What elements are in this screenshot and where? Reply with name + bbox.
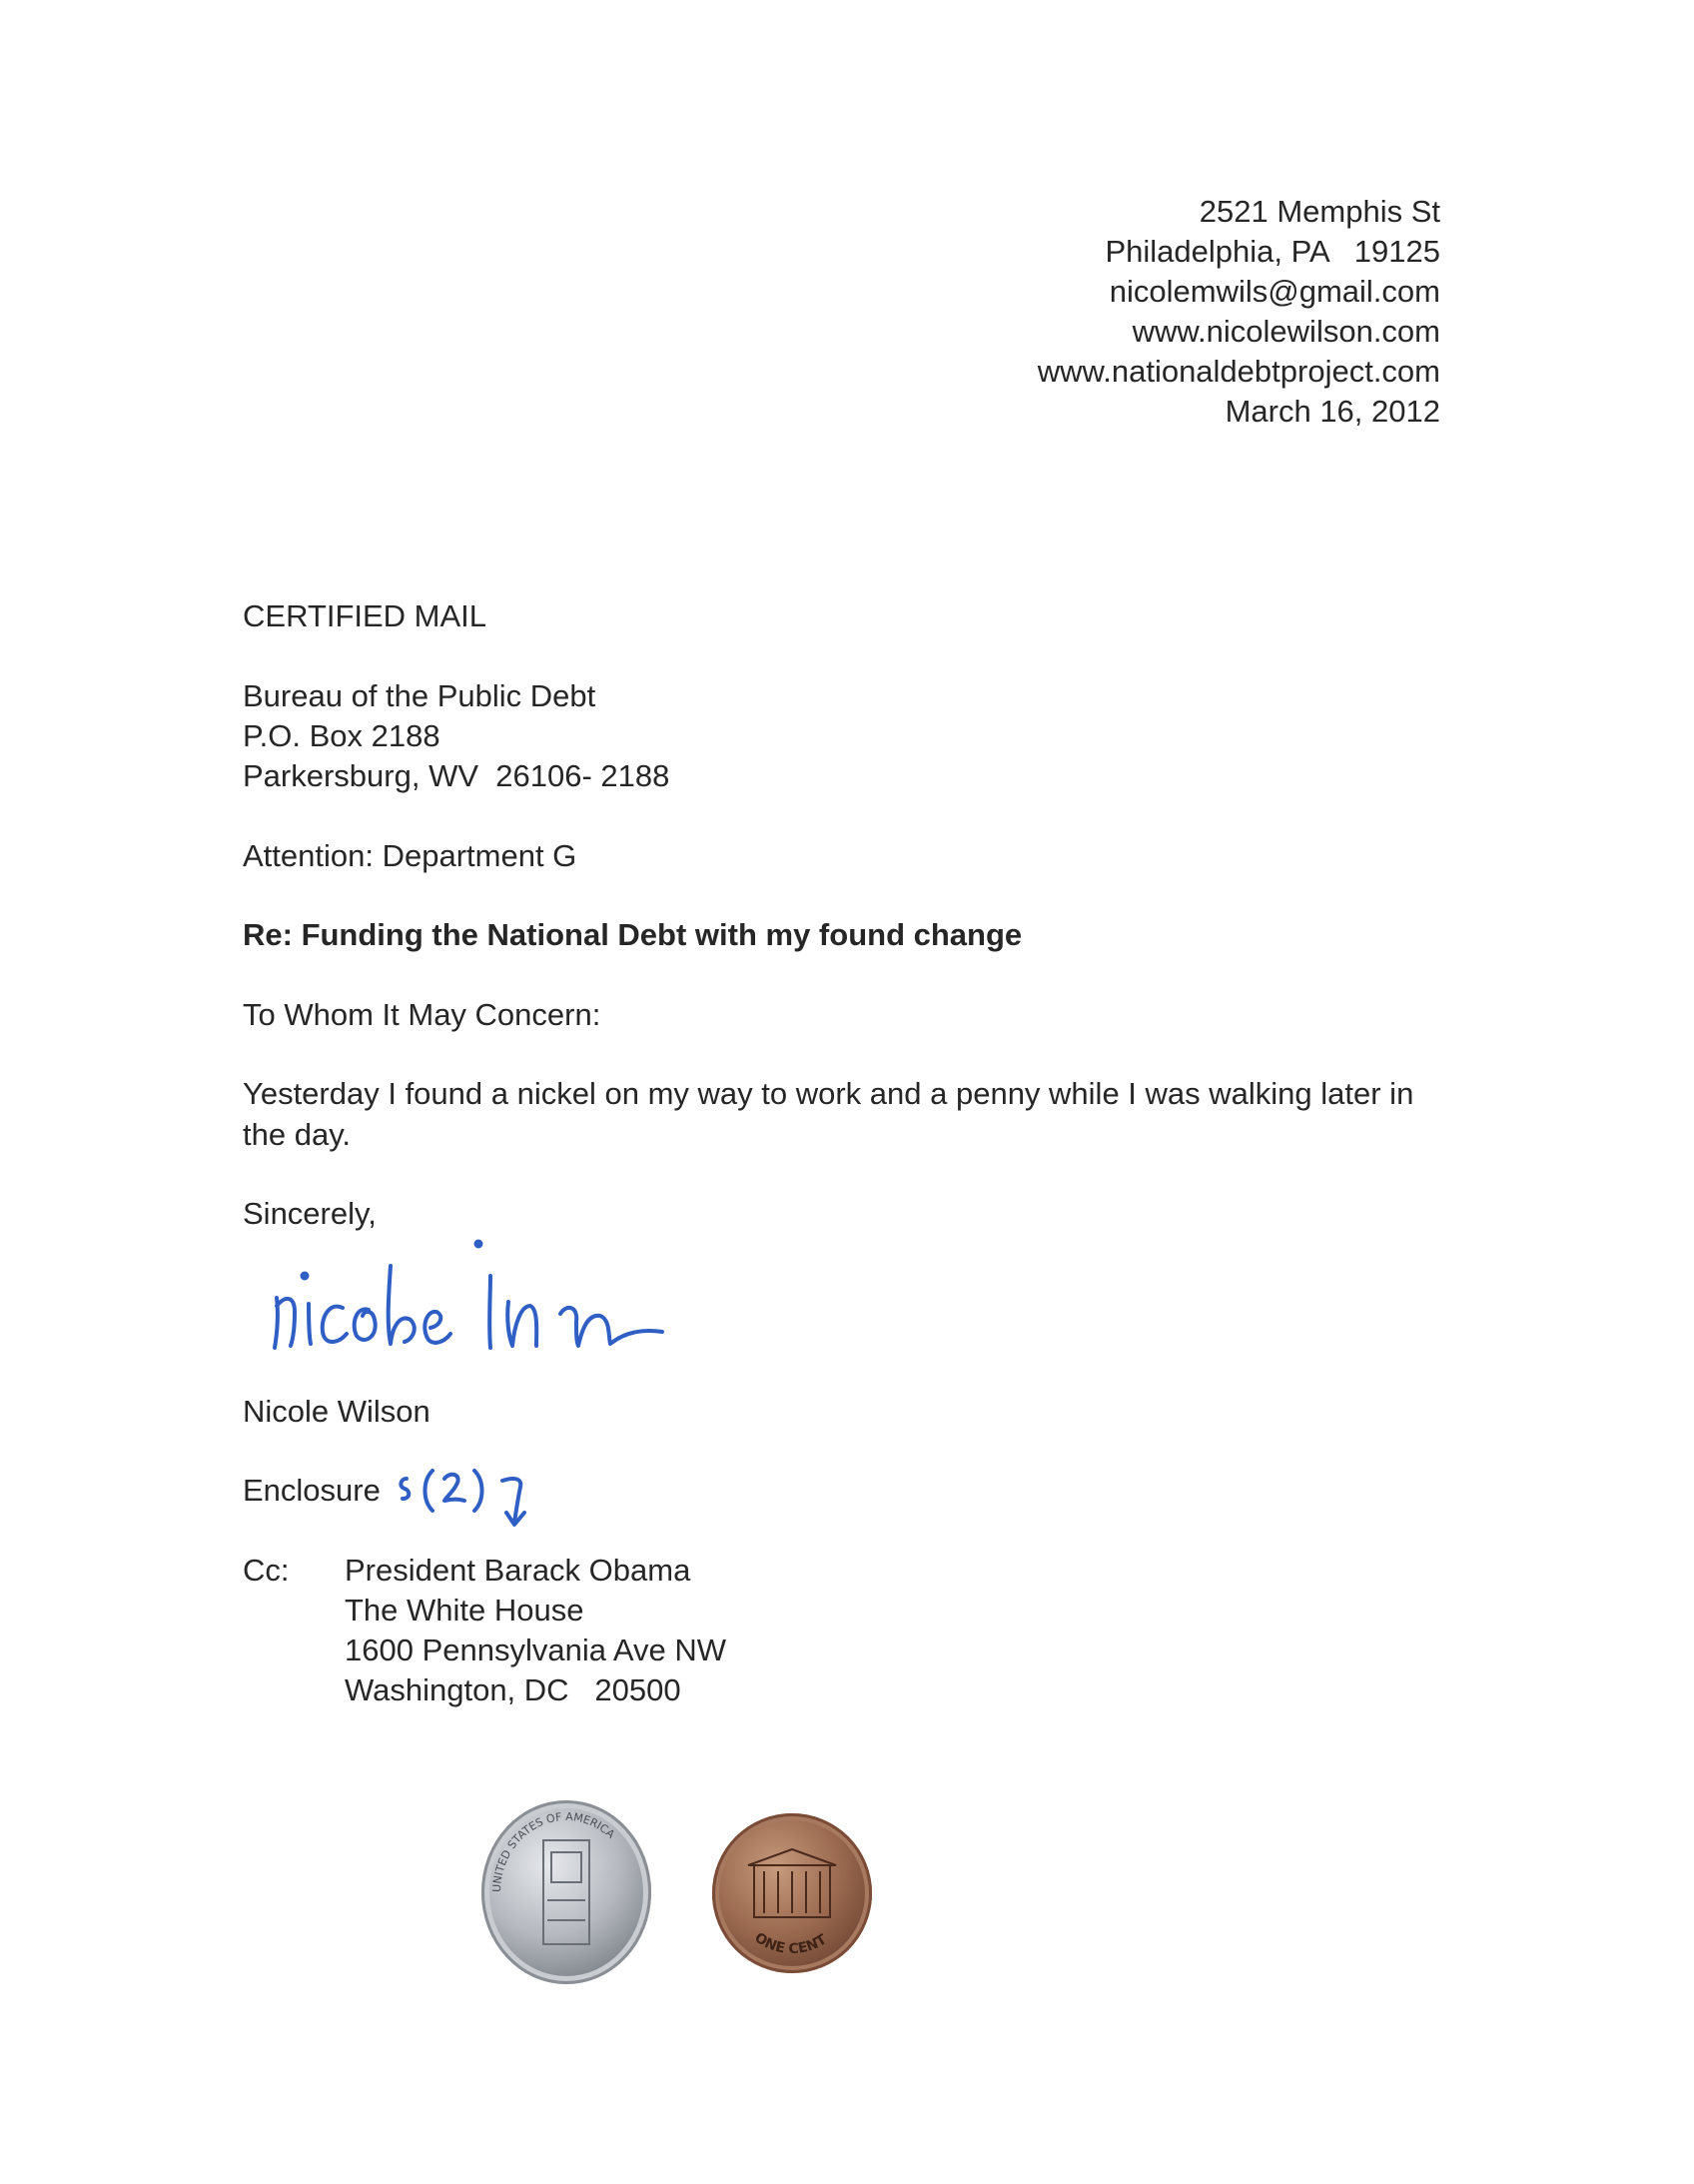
enclosure-label: Enclosure <box>243 1473 381 1508</box>
handwritten-signature <box>265 1236 674 1366</box>
certified-mail-label: CERTIFIED MAIL <box>243 598 487 633</box>
recipient-address-block <box>243 676 669 796</box>
attention-line: Attention: Department G <box>243 838 577 873</box>
cc-address-block <box>345 1551 726 1710</box>
typed-name: Nicole Wilson <box>243 1394 430 1429</box>
nickel-legend: UNITED STATES OF AMERICA <box>489 1809 617 1893</box>
subject-line: Re: Funding the National Debt with my found change <box>243 917 1023 952</box>
penny-coin-image <box>712 1813 872 1973</box>
cc-label: Cc: <box>243 1553 290 1588</box>
recipient-po-box: P.O. Box 2188 <box>243 718 440 753</box>
handwritten-enclosure-note <box>397 1465 576 1535</box>
closing: Sincerely, <box>243 1196 377 1231</box>
sender-website-project: www.nationaldebtproject.com <box>1037 354 1440 389</box>
sender-address-block <box>1038 192 1440 432</box>
sender-email: nicolemwils@gmail.com <box>1109 274 1440 309</box>
cc-organization: The White House <box>345 1593 584 1628</box>
penny-legend: ONE CENT <box>751 1929 830 1958</box>
nickel-coin-image <box>481 1800 651 1984</box>
recipient-name: Bureau of the Public Debt <box>243 678 596 713</box>
sender-city-state-zip: Philadelphia, PA 19125 <box>1105 234 1440 269</box>
salutation: To Whom It May Concern: <box>243 997 601 1032</box>
sender-street: 2521 Memphis St <box>1199 194 1440 229</box>
letter-body: Yesterday I found a nickel on my way to work and a penny while I was walking later in the day. <box>243 1076 1414 1152</box>
cc-street: 1600 Pennsylvania Ave NW <box>345 1633 726 1667</box>
sender-website-personal: www.nicolewilson.com <box>1132 314 1440 349</box>
cc-city-state-zip: Washington, DC 20500 <box>345 1672 681 1707</box>
cc-name: President Barack Obama <box>345 1553 691 1588</box>
recipient-city-state-zip: Parkersburg, WV 26106- 2188 <box>243 758 670 793</box>
letter-date: March 16, 2012 <box>1225 394 1440 429</box>
